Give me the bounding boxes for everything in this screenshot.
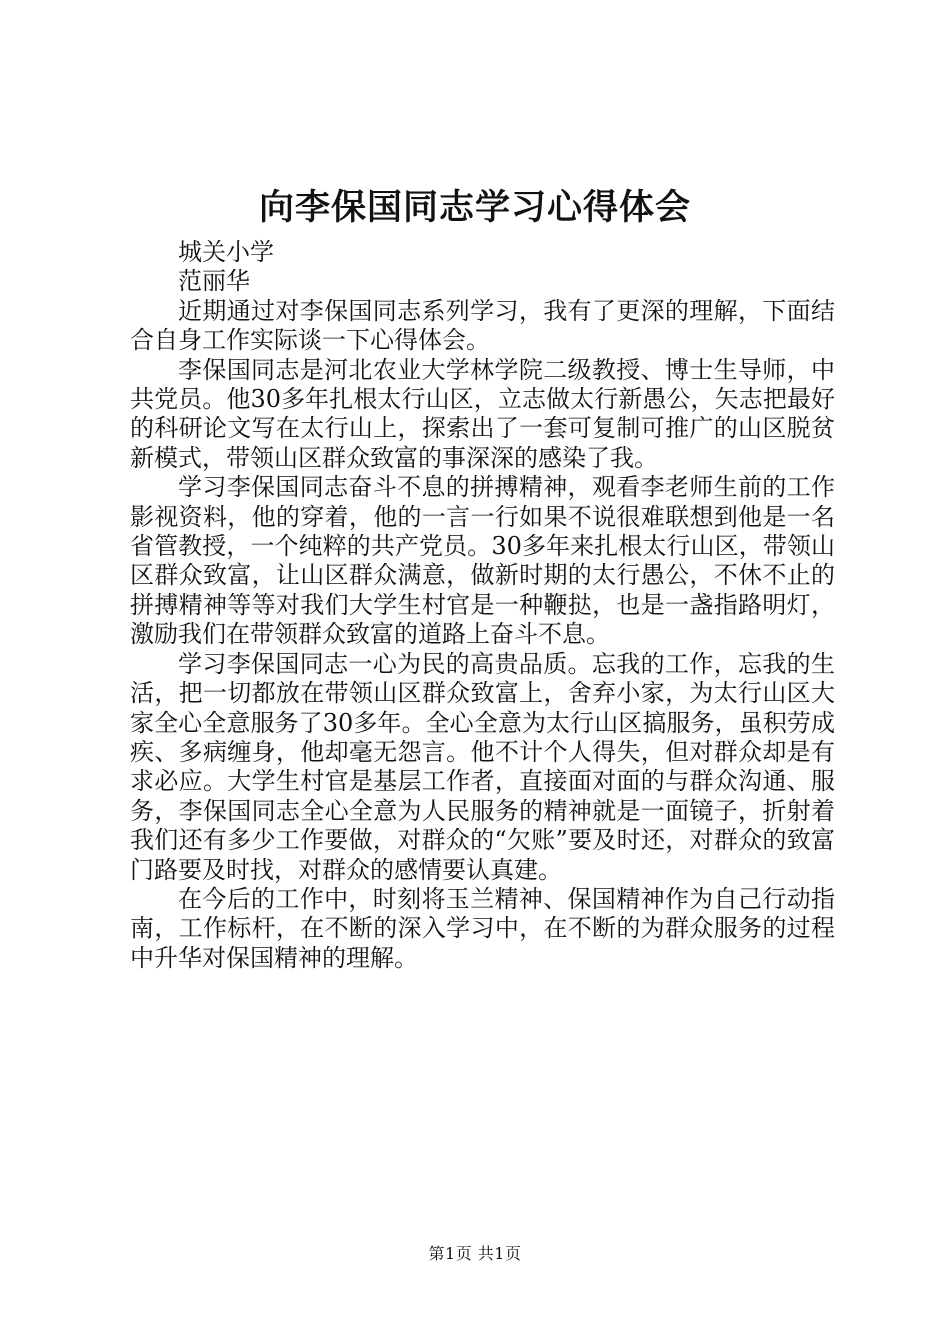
paragraph-1: 近期通过对李保国同志系列学习，我有了更深的理解，下面结合自身工作实际谈一下心得体会。 [130,296,835,355]
paragraph-3: 学习李保国同志奋斗不息的拼搏精神，观看李老师生前的工作影视资料，他的穿着，他的一言一行如果不说很难联想到他是一名省管教授，一个纯粹的共产党员。30多年来扎根太行山区，带领山区群众致富，让山区群众满意，做新时期的太行愚公，不休不止的拼搏精神等等对我们大学生村官是一种鞭挞，也是一盏指路明灯，激励我们在带领群众致富的道路上奋斗不息。 [130,473,835,649]
document-title: 向李保国同志学习心得体会 [258,188,691,228]
author-line: 范丽华 [178,267,250,296]
document-body [130,238,835,973]
paragraph-5: 在今后的工作中，时刻将玉兰精神、保国精神作为自己行动指南，工作标杆，在不断的深入学习中，在不断的为群众服务的过程中升华对保国精神的理解。 [130,884,835,972]
school-line: 城关小学 [178,238,274,266]
paragraph-2: 李保国同志是河北农业大学林学院二级教授、博士生导师，中共党员。他30多年扎根太行山区，立志做太行新愚公，矢志把最好的科研论文写在太行山上，探索出了一套可复制可推广的山区脱贫新模式，带领山区群众致富的事深深的感染了我。 [130,355,835,472]
page-footer: 第1页 共1页 [428,1244,522,1263]
paragraph-4: 学习李保国同志一心为民的高贵品质。忘我的工作，忘我的生活，把一切都放在带领山区群众致富上，舍弃小家，为太行山区大家全心全意服务了30多年。全心全意为太行山区搞服务，虽积劳成疾、多病缠身，他却毫无怨言。他不计个人得失，但对群众却是有求必应。大学生村官是基层工作者，直接面对面的与群众沟通、服务，李保国同志全心全意为人民服务的精神就是一面镜子，折射着我们还有多少工作要做，对群众的“欠账”要及时还，对群众的致富门路要及时找，对群众的感情要认真建。 [130,649,835,884]
